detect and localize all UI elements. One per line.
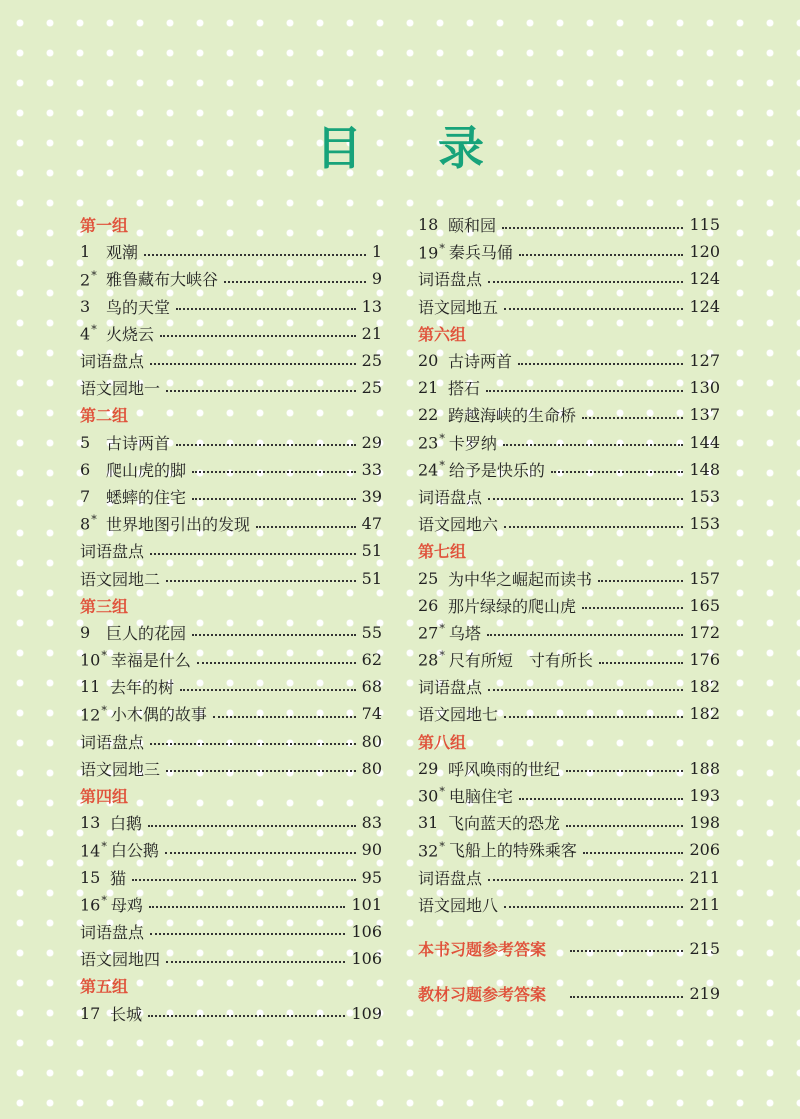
lesson-number-text: 28 [418,650,439,670]
page-number: 188 [689,758,720,778]
toc-entry[interactable] [418,809,720,836]
toc-entry[interactable] [80,429,382,456]
entry-title: 语文园地四 [80,950,161,970]
toc-answer-entry[interactable] [418,935,720,962]
toc-entry[interactable] [418,374,720,401]
toc-entry[interactable] [418,782,720,809]
lesson-number [80,269,102,289]
lesson-number-text: 5 [80,432,91,452]
dot-leader [150,363,356,365]
lesson-number-text: 24 [418,460,439,480]
lesson-number [80,460,102,479]
entry-title: 颐和园 [448,216,497,236]
group-label: 第六组 [418,324,467,344]
lesson-number [418,569,444,588]
lesson-number-text: 3 [80,296,91,316]
page-number: 106 [351,921,382,941]
page-number: 120 [689,242,720,262]
toc-group-heading [418,537,720,564]
dot-leader [504,906,683,908]
toc-entry[interactable] [418,347,720,374]
entry-title: 语文园地七 [418,705,499,725]
toc-entry[interactable] [80,755,382,782]
dot-leader [150,553,356,555]
group-label: 第二组 [80,406,129,426]
toc-entry[interactable] [80,456,382,483]
lesson-number [80,487,102,506]
toc-group-heading [80,592,382,619]
dot-leader [582,417,683,419]
lesson-number [80,649,107,669]
dot-leader [256,526,356,528]
page-number: 198 [689,813,720,833]
page-number: 101 [351,894,382,914]
toc-group-heading [418,320,720,347]
page-number: 206 [689,840,720,860]
optional-lesson-mark: * [101,649,107,663]
lesson-number-text: 17 [80,1003,101,1023]
dot-leader [192,471,356,473]
entry-title: 卡罗纳 [448,433,497,453]
page-number: 115 [689,215,720,235]
page-number: 25 [361,351,382,371]
toc-entry[interactable] [418,238,720,265]
dot-leader [166,770,356,772]
toc-entry[interactable] [80,836,382,863]
toc-entry[interactable] [80,293,382,320]
page-number: 9 [371,269,382,289]
lesson-number [80,433,102,452]
entry-title: 爬山虎的脚 [106,460,187,480]
lesson-number-text: 25 [418,568,439,588]
entry-title: 尺有所短 寸有所长 [448,651,593,671]
group-label: 第五组 [80,977,129,997]
lesson-number [80,242,102,261]
entry-title: 飞船上的特殊乘客 [448,841,577,861]
lesson-number [80,813,106,832]
entry-title: 词语盘点 [418,678,483,698]
dot-leader [166,961,345,963]
entry-title: 小木偶的故事 [110,705,207,725]
toc-entry[interactable] [80,918,382,945]
toc-entry[interactable] [418,293,720,320]
dot-leader [570,950,683,952]
optional-lesson-mark: * [101,839,107,853]
page-number: 25 [361,378,382,398]
toc-group-heading [80,211,382,238]
lesson-number-text: 9 [80,622,91,642]
lesson-number-text: 18 [418,215,439,235]
page-number: 182 [689,704,720,724]
lesson-number-text: 30 [418,786,439,806]
lesson-number-text: 20 [418,351,439,371]
page-number: 47 [361,514,382,534]
page-number: 172 [689,622,720,642]
entry-title: 词语盘点 [418,487,483,507]
toc-entry[interactable] [418,510,720,537]
lesson-number [418,622,445,642]
toc-entry[interactable] [418,836,720,863]
page-number: 127 [689,351,720,371]
toc-entry[interactable] [80,864,382,891]
entry-title: 语文园地五 [418,297,499,317]
dot-leader [487,634,684,636]
lesson-number [80,513,102,533]
toc-entry[interactable] [418,673,720,700]
dot-leader [488,879,683,881]
dot-leader [197,662,356,664]
dot-leader [504,526,683,528]
toc-entry[interactable] [80,809,382,836]
toc-right-column [418,211,720,1007]
lesson-number-text: 27 [418,623,439,643]
toc-entry[interactable] [80,347,382,374]
dot-leader [566,825,683,827]
page-number: 83 [361,813,382,833]
toc-entry[interactable] [418,619,720,646]
page-number: 109 [351,1003,382,1023]
page-number: 80 [361,731,382,751]
lesson-number [418,242,445,262]
lesson-number [80,840,107,860]
entry-title: 语文园地六 [418,515,499,535]
lesson-number-text: 31 [418,813,439,833]
toc-entry[interactable] [80,619,382,646]
lesson-number [418,649,445,669]
toc-entry[interactable] [418,755,720,782]
toc-entry[interactable] [80,238,382,265]
entry-title: 搭石 [448,379,481,399]
page-number: 215 [689,938,720,958]
lesson-number [80,677,106,696]
toc-entry[interactable] [80,700,382,727]
lesson-number [80,894,107,914]
toc-entry[interactable] [80,320,382,347]
lesson-number-text: 1 [80,242,91,262]
dot-leader [488,689,683,691]
page-number: 153 [689,514,720,534]
toc-entry[interactable] [80,265,382,292]
page-number: 29 [361,432,382,452]
toc-entry[interactable] [418,646,720,673]
page-number: 33 [361,459,382,479]
dot-leader [518,363,683,365]
dot-leader [165,852,356,854]
page-number: 51 [361,541,382,561]
toc-group-heading [418,728,720,755]
lesson-number-text: 8 [80,514,91,534]
entry-title: 语文园地二 [80,569,161,589]
entry-title: 幸福是什么 [110,651,191,671]
dot-leader [519,254,684,256]
entry-title: 跨越海峡的生命桥 [448,406,577,426]
toc-entry[interactable] [80,564,382,591]
answer-title: 本书习题参考答案 [418,939,547,959]
dot-leader [148,1015,345,1017]
dot-leader [213,716,356,718]
entry-title: 词语盘点 [418,868,483,888]
lesson-number-text: 22 [418,405,439,425]
dot-leader [570,996,683,998]
lesson-number [418,351,444,370]
answer-title: 教材习题参考答案 [418,985,547,1005]
entry-title: 飞向蓝天的恐龙 [448,814,561,834]
entry-title: 那片绿绿的爬山虎 [448,596,577,616]
dot-leader [504,308,683,310]
entry-title: 火烧云 [106,324,155,344]
page-number: 74 [361,704,382,724]
entry-title: 巨人的花园 [106,623,187,643]
group-label: 第四组 [80,787,129,807]
group-label: 第三组 [80,596,129,616]
group-label: 第一组 [80,216,129,236]
toc-group-heading [80,782,382,809]
dot-leader [488,281,683,283]
page-number: 148 [689,459,720,479]
lesson-number-text: 26 [418,595,439,615]
page-number: 1 [371,242,382,262]
toc-entry[interactable] [418,592,720,619]
dot-leader [166,580,356,582]
lesson-number-text: 21 [418,378,439,398]
lesson-number [80,1004,106,1023]
page-number: 124 [689,296,720,316]
dot-leader [599,662,684,664]
page-number: 124 [689,269,720,289]
page-number: 21 [361,323,382,343]
lesson-number [418,813,444,832]
page-number: 95 [361,867,382,887]
optional-lesson-mark: * [101,703,107,717]
toc-entry[interactable] [80,999,382,1026]
toc-answer-entry[interactable] [418,980,720,1007]
dot-leader [551,471,684,473]
dot-leader [504,716,683,718]
lesson-number [80,868,106,887]
entry-title: 鸟的天堂 [106,297,171,317]
page-number: 13 [361,296,382,316]
lesson-number-text: 23 [418,433,439,453]
page-number: 80 [361,758,382,778]
spacer [418,962,720,980]
entry-title: 电脑住宅 [448,787,513,807]
optional-lesson-mark: * [439,459,445,473]
toc-entry[interactable] [80,646,382,673]
dot-leader [486,390,683,392]
toc-left-column [80,211,382,1027]
page-number: 165 [689,595,720,615]
page-number: 55 [361,622,382,642]
lesson-number-text: 7 [80,486,91,506]
lesson-number [80,323,102,343]
optional-lesson-mark: * [91,323,97,337]
page-number: 182 [689,677,720,697]
page-number: 157 [689,568,720,588]
lesson-number-text: 12 [80,705,101,725]
toc-entry[interactable] [80,374,382,401]
lesson-number-text: 19 [418,242,439,262]
entry-title: 长城 [110,1004,143,1024]
lesson-number [80,297,102,316]
lesson-number-text: 4 [80,324,91,344]
toc-entry[interactable] [80,483,382,510]
page-number: 68 [361,677,382,697]
entry-title: 语文园地三 [80,759,161,779]
entry-title: 给予是快乐的 [448,460,545,480]
toc-entry[interactable] [418,211,720,238]
dot-leader [148,825,356,827]
page-number: 51 [361,568,382,588]
lesson-number-text: 32 [418,841,439,861]
dot-leader [192,634,356,636]
entry-title: 语文园地一 [80,379,161,399]
lesson-number [80,704,107,724]
group-label: 第七组 [418,542,467,562]
toc-entry[interactable] [80,891,382,918]
toc-entry[interactable] [418,456,720,483]
toc-entry[interactable] [418,564,720,591]
lesson-number [418,432,445,452]
lesson-number-text: 13 [80,813,101,833]
lesson-number [418,759,444,778]
entry-title: 白公鹅 [110,841,159,861]
lesson-number [418,378,444,397]
entry-title: 秦兵马俑 [448,243,513,263]
dot-leader [144,254,366,256]
lesson-number-text: 10 [80,650,101,670]
optional-lesson-mark: * [439,839,445,853]
dot-leader [176,308,356,310]
dot-leader [503,444,684,446]
page-number: 62 [361,650,382,670]
entry-title: 词语盘点 [80,352,145,372]
optional-lesson-mark: * [91,268,97,282]
entry-title: 为中华之崛起而读书 [448,569,593,589]
optional-lesson-mark: * [439,431,445,445]
page-number: 153 [689,486,720,506]
lesson-number [418,596,444,615]
lesson-number [418,405,444,424]
toc-entry[interactable] [418,891,720,918]
lesson-number-text: 11 [80,677,101,697]
toc-entry[interactable] [80,945,382,972]
lesson-number [418,459,445,479]
dot-leader [598,580,683,582]
dot-leader [192,498,356,500]
lesson-number-text: 2 [80,270,91,290]
dot-leader [519,798,684,800]
entry-title: 蟋蟀的住宅 [106,487,187,507]
entry-title: 世界地图引出的发现 [106,515,251,535]
lesson-number-text: 15 [80,867,101,887]
lesson-number-text: 6 [80,459,91,479]
dot-leader [150,743,356,745]
entry-title: 古诗两首 [106,433,171,453]
lesson-number-text: 16 [80,895,101,915]
toc-entry[interactable] [418,700,720,727]
entry-title: 乌塔 [448,623,481,643]
toc-entry[interactable] [418,864,720,891]
dot-leader [583,852,684,854]
page-number: 144 [689,432,720,452]
toc-group-heading [80,972,382,999]
page-number: 137 [689,405,720,425]
dot-leader [149,906,346,908]
page-number: 176 [689,650,720,670]
toc-entry[interactable] [418,483,720,510]
optional-lesson-mark: * [439,785,445,799]
entry-title: 观潮 [106,243,139,263]
entry-title: 词语盘点 [80,732,145,752]
page-number: 211 [689,867,720,887]
page-number: 211 [689,894,720,914]
entry-title: 词语盘点 [80,922,145,942]
dot-leader [166,390,356,392]
entry-title: 词语盘点 [80,542,145,562]
optional-lesson-mark: * [101,894,107,908]
dot-leader [180,689,356,691]
group-label: 第八组 [418,732,467,752]
dot-leader [150,933,345,935]
entry-title: 白鹅 [110,814,143,834]
page-number: 130 [689,378,720,398]
toc-entry[interactable] [418,401,720,428]
toc-entry[interactable] [80,728,382,755]
dot-leader [582,607,683,609]
page-number: 193 [689,786,720,806]
toc-entry[interactable] [418,265,720,292]
dot-leader [224,281,366,283]
page-number: 39 [361,486,382,506]
toc-entry[interactable] [80,673,382,700]
entry-title: 语文园地八 [418,895,499,915]
entry-title: 古诗两首 [448,352,513,372]
lesson-number [418,215,444,234]
page-number: 219 [689,984,720,1004]
toc-group-heading [80,401,382,428]
entry-title: 去年的树 [110,678,175,698]
page-title: 目 录 [315,121,514,175]
entry-title: 呼风唤雨的世纪 [448,759,561,779]
dot-leader [132,879,356,881]
entry-title: 母鸡 [110,895,143,915]
dot-leader [488,498,683,500]
entry-title: 词语盘点 [418,270,483,290]
lesson-number [418,785,445,805]
entry-title: 猫 [110,868,127,888]
lesson-number-text: 14 [80,841,101,861]
optional-lesson-mark: * [439,622,445,636]
dot-leader [176,444,356,446]
optional-lesson-mark: * [439,241,445,255]
entry-title: 雅鲁藏布大峡谷 [106,270,219,290]
page-number: 106 [351,949,382,969]
lesson-number [80,623,102,642]
optional-lesson-mark: * [439,649,445,663]
toc-entry[interactable] [80,510,382,537]
page-number: 90 [361,840,382,860]
optional-lesson-mark: * [91,513,97,527]
toc-entry[interactable] [418,429,720,456]
dot-leader [566,770,683,772]
dot-leader [502,227,683,229]
lesson-number [418,840,445,860]
dot-leader [160,335,356,337]
lesson-number-text: 29 [418,758,439,778]
toc-entry[interactable] [80,537,382,564]
spacer [418,918,720,935]
